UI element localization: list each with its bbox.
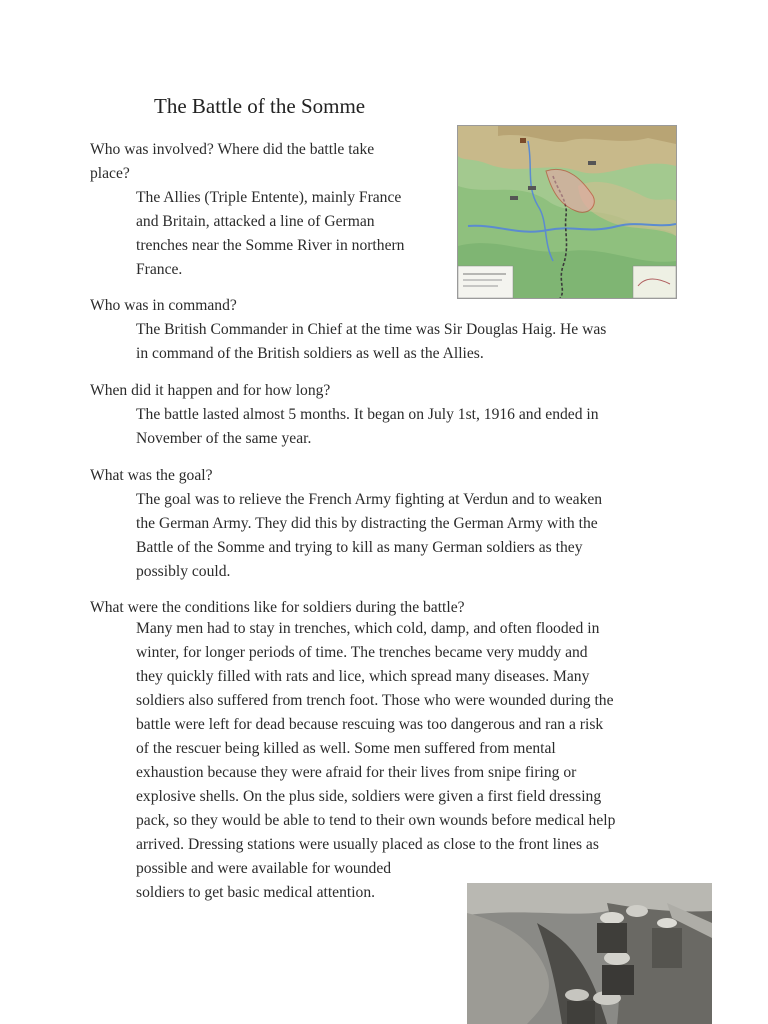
answer-line: The British Commander in Chief at the time was Sir Douglas Haig. He was [136, 321, 607, 338]
question-who-involved-line-1: Who was involved? Where did the battle take [90, 141, 375, 158]
answer-line: November of the same year. [136, 430, 312, 447]
answer-line: and Britain, attacked a line of German [136, 213, 375, 230]
page-title: The Battle of the Somme [154, 94, 366, 118]
answer-line: The Allies (Triple Entente), mainly France [136, 189, 402, 206]
battle-map-image [457, 125, 677, 299]
answer-line: battle were left for dead because rescuing was too dangerous and ran a risk [136, 716, 604, 733]
answer-line: possible and were available for wounded [136, 860, 392, 877]
answer-line: winter, for longer periods of time. The trenches became very muddy and [136, 644, 588, 661]
answer-line: in command of the British soldiers as well as the Allies. [136, 345, 484, 362]
answer-line: exhaustion because they were afraid for their lives from snipe firing or [136, 764, 577, 781]
answer-line: possibly could. [136, 563, 231, 580]
answer-line: trenches near the Somme River in northern [136, 237, 405, 254]
question-when: When did it happen and for how long? [90, 382, 331, 399]
answer-line: pack, so they would be able to tend to their own wounds before medical help [136, 812, 616, 829]
question-who-in-command: Who was in command? [90, 297, 237, 314]
question-who-involved-line-2: place? [90, 165, 130, 182]
answer-line: Many men had to stay in trenches, which cold, damp, and often flooded in [136, 620, 600, 637]
answer-line: soldiers to get basic medical attention. [136, 884, 376, 901]
answer-line: explosive shells. On the plus side, soldiers were given a first field dressing [136, 788, 602, 805]
answer-line: The goal was to relieve the French Army fighting at Verdun and to weaken [136, 491, 603, 508]
question-conditions: What were the conditions like for soldiers during the battle? [90, 599, 465, 616]
answer-line: arrived. Dressing stations were usually placed as close to the front lines as [136, 836, 599, 853]
answer-line: The battle lasted almost 5 months. It began on July 1st, 1916 and ended in [136, 406, 599, 423]
question-goal: What was the goal? [90, 467, 213, 484]
answer-line: the German Army. They did this by distracting the German Army with the [136, 515, 598, 532]
answer-line: they quickly filled with rats and lice, which spread many diseases. Many [136, 668, 590, 685]
answer-line: of the rescuer being killed as well. Some men suffered from mental [136, 740, 556, 757]
trench-soldiers-photo [467, 883, 712, 1024]
answer-line: soldiers also suffered from trench foot. Those who were wounded during the [136, 692, 614, 709]
answer-line: France. [136, 261, 183, 278]
answer-line: Battle of the Somme and trying to kill as many German soldiers as they [136, 539, 583, 556]
